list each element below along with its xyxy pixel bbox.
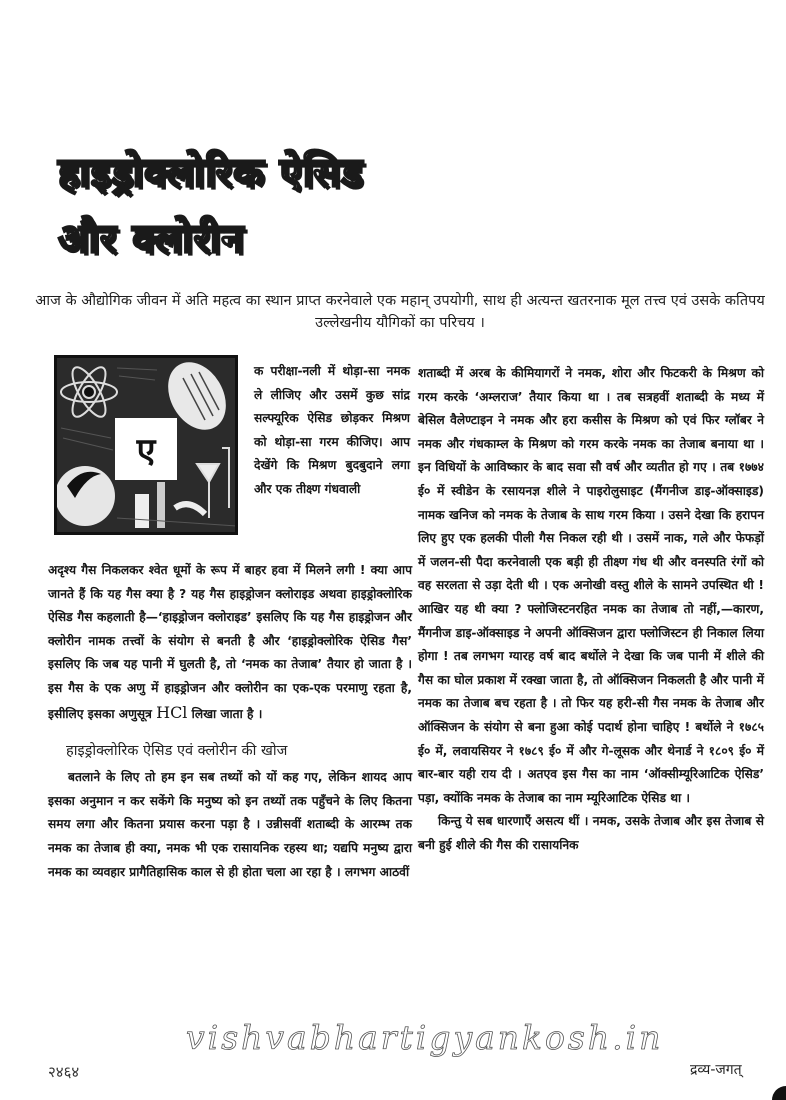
right-paragraph-2: किन्तु ये सब धारणाएँ असत्य थीं । नमक, उसके तेजाब और इस तेजाब से बनी हुई शीले की गैस की रासायनिक	[418, 814, 764, 852]
drop-cap: ए	[115, 418, 177, 480]
intro-text: क परीक्षा-नली में थोड़ा-सा नमक ले लीजिए और उसमें कुछ सांद्र सल्फ्यूरिक ऐसिड छोड़कर मिश्रण को थोड़ा-सा गरम कीजिए। आप देखेंगे कि मिश्रण बुदबुदाने लगा और एक तीक्ष्ण गंधवाली	[254, 364, 410, 496]
title-line-1: हाइड्रोक्लोरिक ऐसिड	[58, 150, 364, 196]
section-name: द्रव्य-जगत्	[690, 1062, 742, 1078]
right-paragraph-1: शताब्दी में अरब के कीमियागरों ने नमक, शोरा और फिटकरी के मिश्रण को गरम करके ‘अम्लराज’ तैयार किया था । तब सत्रहवीं शताब्दी के मध्य में बेसिल वैलेण्टाइन ने नमक और हरा कसीस के मिश्रण को एवं फिर ग्लॉबर ने नमक और गंधकाम्ल के मिश्रण को गरम करके नमक का तेजाब बनाया था । इन विधियों के आविष्कार के बाद सवा सौ वर्ष और व्यतीत हो गए । तब १७७४ ई० में स्वीडेन के रसायनज्ञ शीले ने पाइरोलुसाइट (मैंगनीज डाइ-ऑक्साइड) नामक खनिज को नमक के तेजाब के साथ गरम किया । उसने देखा कि हरापन लिए हुए एक हलकी पीली गैस निकल रही थी । उसमें नाक, गले और फेफड़ों में जलन-सी पैदा करनेवाली एक बड़ी ही तीक्ष्ण गंध थी और वनस्पति रंगों को वह सरलता से उड़ा देती थी । एक अनोखी वस्तु शीले के सामने उपस्थित थी ! आखिर यह थी क्या ? फ्लोजिस्टनरहित नमक का तेजाब तो नहीं,—कारण, मैंगनीज डाइ-ऑक्साइड ने अपनी ऑक्सिजन द्वारा फ्लोजिस्टन ही निकाल लिया होगा ! तब लगभग ग्यारह वर्ष बाद बर्थोले ने देखा कि जब पानी में शीले की गैस का घोल प्रकाश में रक्खा जाता है, तो ऑक्सिजन निकलती है और पानी में नमक का तेजाब बच रहता है । तो फिर यह हरी-सी गैस नमक के तेजाब और ऑक्सिजन के संयोग से बना हुआ कोई पदार्थ होना चाहिए ! बर्थोले ने १७८५ ई० में, लवायसियर ने १७८९ ई० में और गे-लूसक और थेनार्ड ने १८०९ ई० में बार-बार यही राय दी । अतएव इस गैस का नाम ‘ऑक्सीम्यूरिआटिक ऐसिड’ पड़ा, क्योंकि नमक के तेजाब का नाम म्यूरिआटिक ऐसिड था ।	[418, 366, 764, 805]
left-paragraph-1-text: अदृश्य गैस निकलकर श्वेत धूमों के रूप में बाहर हवा में मिलने लगी ! क्या आप जानते हैं कि यह गैस क्या है ? यह गैस हाइड्रोजन क्लोराइड अथवा हाइड्रोक्लोरिक ऐसिड गैस कहलाती है—‘हाइड्रोजन क्लोराइड’ इसलिए कि यह गैस हाइड्रोजन और क्लोरीन नामक तत्त्वों के संयोग से बनती है और ‘हाइड्रोक्लोरिक ऐसिड गैस’ इसलिए कि जब यह पानी में घुलती है, तो ‘नमक का तेजाब’ तैयार हो जाता है । इस गैस के एक अणु में हाइड्रोजन और क्लोरीन का एक-एक परमाणु रहता है, इसीलिए इसका अणुसूत्र	[48, 563, 412, 721]
section-heading: हाइड्रोक्लोरिक ऐसिड एवं क्लोरीन की खोज	[66, 743, 288, 760]
article-title	[58, 140, 478, 272]
illustration-figure	[54, 355, 238, 535]
left-column	[48, 559, 412, 884]
right-column	[418, 362, 764, 857]
page-number: २४६४	[48, 1063, 80, 1081]
left-paragraph-1	[48, 559, 412, 726]
left-paragraph-2: बतलाने के लिए तो हम इन सब तथ्यों को यों कह गए, लेकिन शायद आप इसका अनुमान न कर सकेंगे कि मनुष्य को इन तथ्यों तक पहुँचने के लिए कितना समय लगा और कितना प्रयास करना पड़ा है । उन्नीसवीं शताब्दी के आरम्भ तक नमक का तेजाब ही क्या, नमक भी एक रासायनिक रहस्य था; यद्यपि मनुष्य द्वारा नमक का व्यवहार प्रागैतिहासिक काल से ही होता चला आ रहा है । लगभग आठवीं	[48, 770, 412, 879]
article-subtitle: आज के औद्योगिक जीवन में अति महत्व का स्थान प्राप्त करनेवाले एक महान् उपयोगी, साथ ही अत्यन्त खतरनाक मूल तत्त्व एवं उसके कतिपय उल्लेखनीय यौगिकों का परिचय ।	[35, 293, 765, 331]
title-line-2: और क्लोरीन	[58, 216, 245, 262]
page-corner	[772, 1086, 786, 1100]
chemical-formula: HCl	[156, 702, 188, 722]
watermark: vishvabhartigyankosh.in	[186, 1018, 664, 1057]
globe-icon	[57, 466, 115, 526]
left-paragraph-1-end: लिखा जाता है ।	[191, 706, 263, 721]
intro-beside-figure	[254, 360, 410, 502]
